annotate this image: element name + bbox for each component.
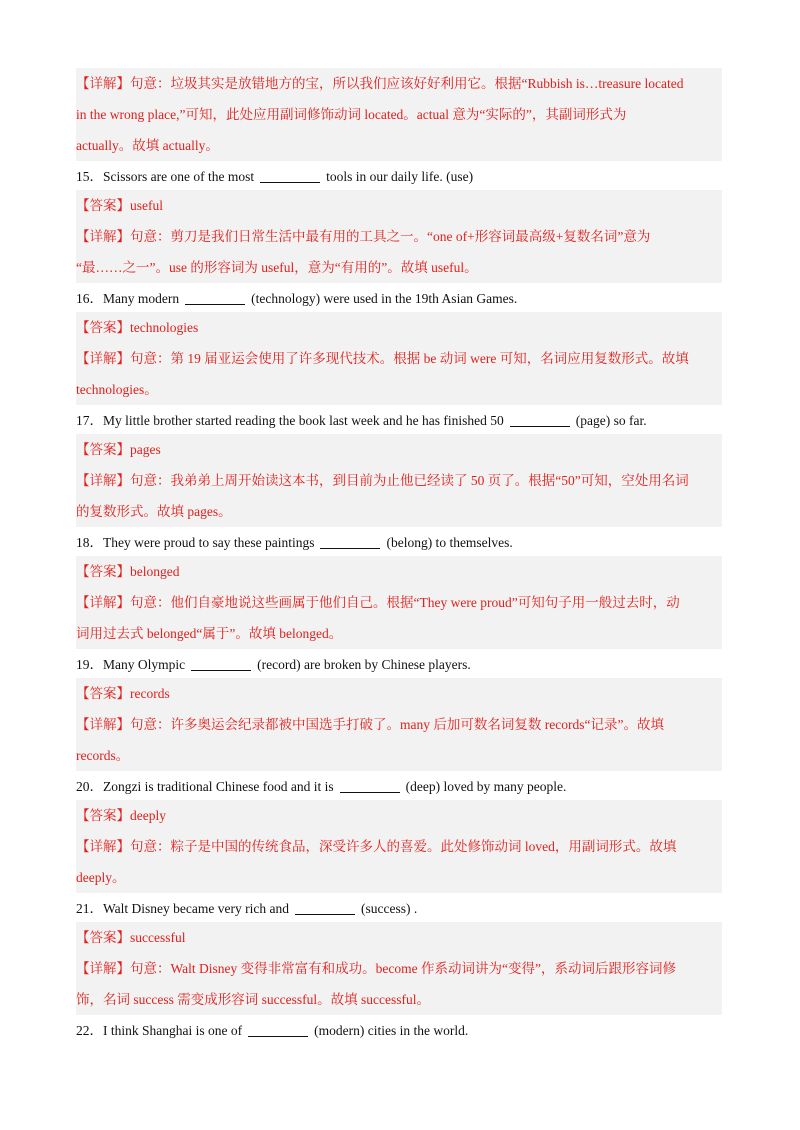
- answer-block: [76, 556, 722, 587]
- question-text-after: tools in our daily life. (use): [326, 169, 474, 184]
- explanation-block: [76, 831, 722, 893]
- answer-line: 【答案】belonged: [76, 564, 180, 579]
- question-text-after: (modern) cities in the world.: [314, 1023, 469, 1038]
- explanation-line: 【详解】句意：剪刀是我们日常生活中最有用的工具之一。“one of+形容词最高级+复数名词”意为: [76, 229, 651, 244]
- explanation-line: actually。故填 actually。: [76, 138, 219, 153]
- explanation-line: “最……之一”。use 的形容词为 useful，意为“有用的”。故填 useful。: [76, 260, 478, 275]
- answer-block: [76, 434, 722, 465]
- explanation-block: [76, 587, 722, 649]
- question-number: 17．: [76, 413, 103, 428]
- question-text-after: (belong) to themselves.: [386, 535, 513, 550]
- explanation-line: 的复数形式。故填 pages。: [76, 504, 232, 519]
- question-text-after: (page) so far.: [575, 413, 647, 428]
- question-text-after: (deep) loved by many people.: [405, 779, 567, 794]
- question-number: 15．: [76, 169, 103, 184]
- explanation-block: [76, 343, 722, 405]
- question-text-after: (success) .: [360, 901, 418, 916]
- answer-blank[interactable]: [295, 900, 355, 915]
- explanation-line: 【详解】句意：他们自豪地说这些画属于他们自己。根据“They were proud”可知句子用一般过去时，动: [76, 595, 680, 610]
- answer-line: 【答案】technologies: [76, 320, 199, 335]
- answer-block: [76, 678, 722, 709]
- question-text-before: Walt Disney became very rich and: [103, 901, 289, 916]
- answer-block: [76, 190, 722, 221]
- answer-block: [76, 312, 722, 343]
- question-item: [76, 774, 722, 800]
- answer-block: [76, 800, 722, 831]
- question-text-before: Scissors are one of the most: [103, 169, 255, 184]
- answer-line: 【答案】pages: [76, 442, 161, 457]
- question-text-before: Zongzi is traditional Chinese food and it is: [103, 779, 334, 794]
- answer-line: 【答案】deeply: [76, 808, 166, 823]
- question-number: 16．: [76, 291, 103, 306]
- question-number: 22．: [76, 1023, 103, 1038]
- answer-line: 【答案】successful: [76, 930, 186, 945]
- question-text-after: (record) are broken by Chinese players.: [257, 657, 471, 672]
- explanation-line: 【详解】句意：垃圾其实是放错地方的宝，所以我们应该好好利用它。根据“Rubbish is…treasure located: [76, 76, 684, 91]
- question-item: [76, 530, 722, 556]
- question-text-before: Many Olympic: [103, 657, 186, 672]
- explanation-line: 【详解】句意：许多奥运会纪录都被中国选手打破了。many 后加可数名词复数 records“记录”。故填: [76, 717, 664, 732]
- question-number: 18．: [76, 535, 103, 550]
- answer-blank[interactable]: [248, 1022, 308, 1037]
- explanation-block: [76, 465, 722, 527]
- question-item: [76, 286, 722, 312]
- explanation-line: 【详解】句意：第 19 届亚运会使用了许多现代技术。根据 be 动词 were 可知，名词应用复数形式。故填: [76, 351, 689, 366]
- question-number: 19．: [76, 657, 103, 672]
- explanation-line: technologies。: [76, 382, 158, 397]
- explanation-line: in the wrong place,”可知，此处应用副词修饰动词 located。actual 意为“实际的”，其副词形式为: [76, 107, 627, 122]
- answer-blank[interactable]: [260, 168, 320, 183]
- question-item: [76, 1018, 722, 1044]
- answer-blank[interactable]: [320, 534, 380, 549]
- answer-blank[interactable]: [185, 290, 245, 305]
- explanation-line: deeply。: [76, 870, 126, 885]
- document-page: [76, 68, 722, 1044]
- question-text-before: I think Shanghai is one of: [103, 1023, 243, 1038]
- answer-blank[interactable]: [510, 412, 570, 427]
- answer-blank[interactable]: [340, 778, 400, 793]
- question-text-after: (technology) were used in the 19th Asian Games.: [251, 291, 518, 306]
- question-text-before: Many modern: [103, 291, 180, 306]
- question-item: [76, 408, 722, 434]
- explanation-line: 饰，名词 success 需变成形容词 successful。故填 successful。: [76, 992, 430, 1007]
- question-text-before: They were proud to say these paintings: [103, 535, 315, 550]
- question-text-before: My little brother started reading the book last week and he has finished 50: [103, 413, 504, 428]
- question-item: [76, 896, 722, 922]
- question-item: [76, 164, 722, 190]
- explanation-line: 词用过去式 belonged“属于”。故填 belonged。: [76, 626, 343, 641]
- explanation-block: [76, 953, 722, 1015]
- question-number: 20．: [76, 779, 103, 794]
- answer-line: 【答案】records: [76, 686, 170, 701]
- explanation-block: [76, 709, 722, 771]
- answer-block: [76, 922, 722, 953]
- question-item: [76, 652, 722, 678]
- question-number: 21．: [76, 901, 103, 916]
- explanation-line: 【详解】句意：我弟弟上周开始读这本书，到目前为止他已经读了 50 页了。根据“50”可知，空处用名词: [76, 473, 689, 488]
- explanation-line: 【详解】句意：粽子是中国的传统食品，深受许多人的喜爱。此处修饰动词 loved，用副词形式。故填: [76, 839, 677, 854]
- explanation-block: [76, 221, 722, 283]
- explanation-line: records。: [76, 748, 130, 763]
- answer-line: 【答案】useful: [76, 198, 163, 213]
- answer-blank[interactable]: [191, 656, 251, 671]
- explanation-block: [76, 68, 722, 161]
- explanation-line: 【详解】句意：Walt Disney 变得非常富有和成功。become 作系动词讲为“变得”，系动词后跟形容词修: [76, 961, 676, 976]
